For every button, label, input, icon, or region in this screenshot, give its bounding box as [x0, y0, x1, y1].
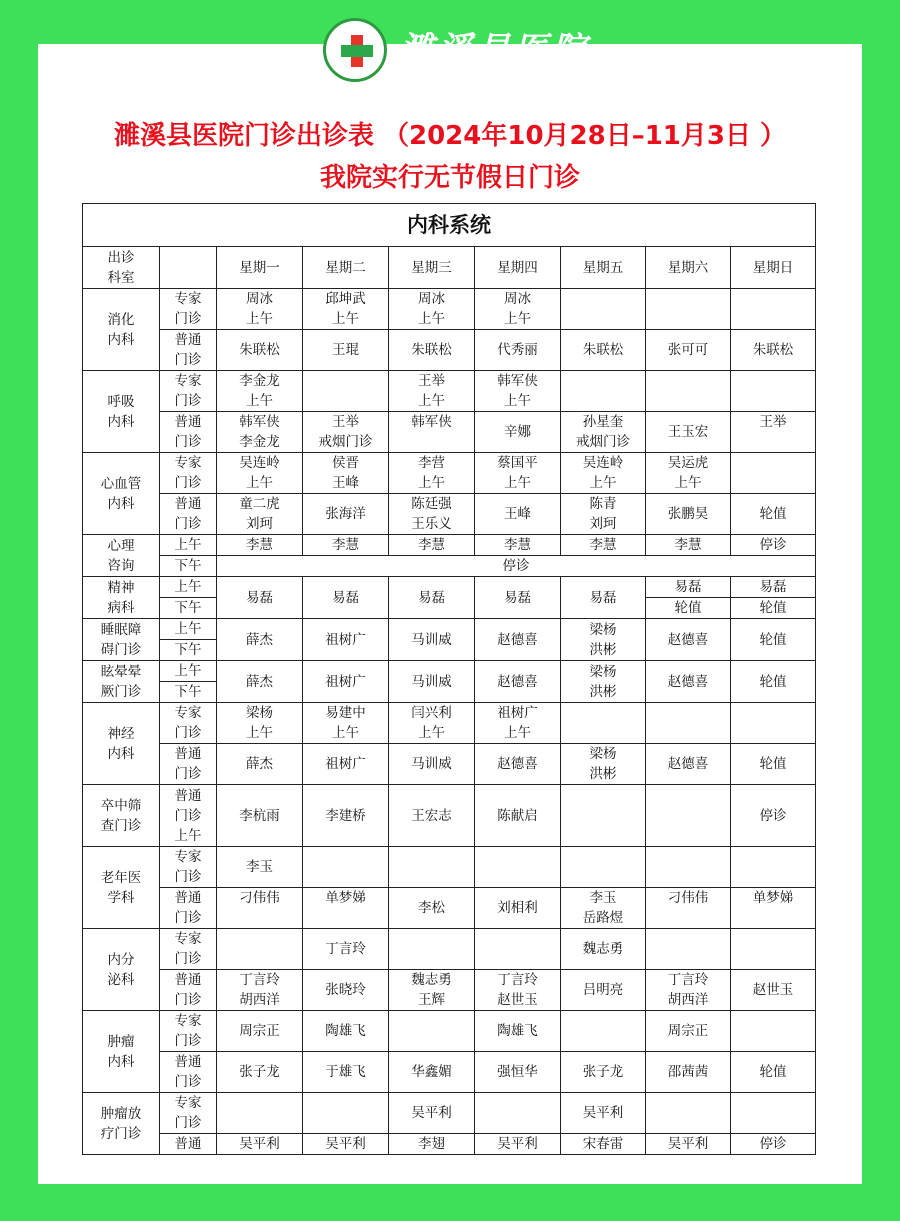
schedule-cell: 易磊: [389, 577, 475, 619]
schedule-cell: 单梦娣: [731, 888, 816, 929]
schedule-cell: 李金龙 上午: [217, 371, 303, 412]
department-cell: 消化 内科: [83, 289, 160, 371]
schedule-cell: 赵德喜: [646, 661, 731, 703]
schedule-cell: 韩军侠 李金龙: [217, 412, 303, 453]
schedule-cell: 专家 门诊: [160, 371, 217, 412]
schedule-cell: 吴平利: [303, 1134, 389, 1155]
schedule-cell: 李建桥: [303, 785, 389, 847]
schedule-cell: 周冰 上午: [475, 289, 561, 330]
schedule-cell: 马训威: [389, 661, 475, 703]
table-row: [83, 703, 816, 744]
schedule-cell: 陈青 刘珂: [561, 494, 646, 535]
schedule-cell: [389, 1011, 475, 1052]
schedule-cell: 祖树广: [303, 661, 389, 703]
schedule-cell: 普通 门诊: [160, 744, 217, 785]
schedule-cell: 韩军侠 上午: [475, 371, 561, 412]
schedule-cell: 易磊: [561, 577, 646, 619]
schedule-cell: 专家 门诊: [160, 1011, 217, 1052]
schedule-cell: 孙星奎 戒烟门诊: [561, 412, 646, 453]
schedule-cell: 上午: [160, 577, 217, 598]
schedule-cell: [731, 1093, 816, 1134]
schedule-cell: 马训威: [389, 744, 475, 785]
schedule-cell: 张子龙: [217, 1052, 303, 1093]
table-row: [83, 330, 816, 371]
schedule-cell: [303, 847, 389, 888]
schedule-cell: 刁伟伟: [646, 888, 731, 929]
schedule-cell: 轮值: [731, 661, 816, 703]
weekday-header: 星期三: [389, 247, 475, 289]
page-title: 濉溪县医院门诊出诊表 （2024年10月28日–11月3日 ）: [113, 121, 787, 151]
schedule-cell: 王举 上午: [389, 371, 475, 412]
table-row: [83, 1011, 816, 1052]
schedule-cell: 赵德喜: [475, 661, 561, 703]
schedule-cell: 陶雄飞: [475, 1011, 561, 1052]
schedule-cell: 梁杨 洪彬: [561, 744, 646, 785]
schedule-cell: 吴连岭 上午: [561, 453, 646, 494]
schedule-cell: 闫兴利 上午: [389, 703, 475, 744]
schedule-cell: 上午: [160, 619, 217, 640]
schedule-cell: 邵茜茜: [646, 1052, 731, 1093]
schedule-cell: 下午: [160, 598, 217, 619]
schedule-cell: [475, 929, 561, 970]
schedule-cell: 普通 门诊: [160, 412, 217, 453]
table-row: [83, 661, 816, 682]
schedule-cell: 单梦娣: [303, 888, 389, 929]
schedule-cell: 刘相利: [475, 888, 561, 929]
schedule-cell: 童二虎 刘珂: [217, 494, 303, 535]
schedule-cell: [646, 371, 731, 412]
schedule-cell: 强恒华: [475, 1052, 561, 1093]
department-cell: 精神 病科: [83, 577, 160, 619]
schedule-cell: 梁杨 上午: [217, 703, 303, 744]
schedule-cell: [731, 703, 816, 744]
schedule-cell: 易磊: [731, 577, 816, 598]
schedule-cell: 下午: [160, 682, 217, 703]
schedule-cell: 轮值: [731, 598, 816, 619]
schedule-cell: 专家 门诊: [160, 1093, 217, 1134]
schedule-cell: [646, 847, 731, 888]
schedule-cell: 吴平利: [561, 1093, 646, 1134]
schedule-cell: 李玉 岳路煜: [561, 888, 646, 929]
schedule-cell: 薛杰: [217, 744, 303, 785]
schedule-cell: 张海洋: [303, 494, 389, 535]
schedule-cell: 李慧: [217, 535, 303, 556]
schedule-cell: 周宗正: [646, 1011, 731, 1052]
schedule-cell: [561, 847, 646, 888]
table-row: [83, 1134, 816, 1155]
table-row: [83, 888, 816, 929]
schedule-cell: [561, 785, 646, 847]
schedule-cell: 吴平利: [646, 1134, 731, 1155]
table-row: [83, 577, 816, 598]
schedule-cell: 轮值: [731, 619, 816, 661]
schedule-cell: 赵德喜: [646, 619, 731, 661]
schedule-cell: 普通 门诊: [160, 888, 217, 929]
department-cell: 肿瘤放 疗门诊: [83, 1093, 160, 1155]
department-cell: 老年医 学科: [83, 847, 160, 929]
schedule-cell: 丁言玲 赵世玉: [475, 970, 561, 1011]
schedule-cell: [731, 453, 816, 494]
weekday-header: 星期四: [475, 247, 561, 289]
schedule-cell: 王举 戒烟门诊: [303, 412, 389, 453]
schedule-cell: 陈廷强 王乐义: [389, 494, 475, 535]
hospital-name-en: The Hospital of Suixi County: [400, 66, 591, 82]
schedule-cell: 薛杰: [217, 619, 303, 661]
table-row: [83, 371, 816, 412]
table-row: [83, 556, 816, 577]
schedule-cell: 赵德喜: [475, 744, 561, 785]
schedule-cell: 王琨: [303, 330, 389, 371]
table-row: [83, 412, 816, 453]
schedule-cell: 李翅: [389, 1134, 475, 1155]
table-row: [83, 785, 816, 847]
schedule-cell: 吴连岭 上午: [217, 453, 303, 494]
schedule-cell: 刁伟伟: [217, 888, 303, 929]
schedule-cell: 于雄飞: [303, 1052, 389, 1093]
schedule-cell: 停诊: [731, 1134, 816, 1155]
schedule-cell: 普通 门诊: [160, 330, 217, 371]
table-row: [83, 1093, 816, 1134]
table-row: [83, 619, 816, 640]
schedule-cell: 李营 上午: [389, 453, 475, 494]
schedule-cell: [303, 1093, 389, 1134]
schedule-cell: 邱坤武 上午: [303, 289, 389, 330]
schedule-cell: 普通 门诊: [160, 970, 217, 1011]
schedule-cell: [731, 929, 816, 970]
schedule-cell: 专家 门诊: [160, 929, 217, 970]
schedule-cell: 上午: [160, 535, 217, 556]
schedule-cell: 代秀丽: [475, 330, 561, 371]
schedule-cell: 李松: [389, 888, 475, 929]
schedule-cell: 王举: [731, 412, 816, 453]
schedule-cell: [731, 847, 816, 888]
table-row: [83, 453, 816, 494]
section-title: 内科系统: [83, 204, 816, 247]
schedule-cell: [646, 1093, 731, 1134]
schedule-cell: 普通 门诊 上午: [160, 785, 217, 847]
schedule-cell: 祖树广 上午: [475, 703, 561, 744]
schedule-cell: 朱联松: [561, 330, 646, 371]
schedule-cell: 吴平利: [475, 1134, 561, 1155]
schedule-cell: 轮值: [731, 744, 816, 785]
table-row: [83, 535, 816, 556]
schedule-cell: 华鑫媚: [389, 1052, 475, 1093]
department-cell: 心血管 内科: [83, 453, 160, 535]
weekday-header: 星期日: [731, 247, 816, 289]
department-cell: 眩晕晕 厥门诊: [83, 661, 160, 703]
table-row: [83, 970, 816, 1011]
department-cell: 神经 内科: [83, 703, 160, 785]
schedule-cell: 周宗正: [217, 1011, 303, 1052]
weekday-header: 星期一: [217, 247, 303, 289]
table-row: [83, 929, 816, 970]
schedule-cell: 赵德喜: [475, 619, 561, 661]
schedule-cell: [217, 929, 303, 970]
schedule-cell: 朱联松: [217, 330, 303, 371]
schedule-cell: 丁言玲 胡西洋: [217, 970, 303, 1011]
department-cell: 睡眠障 碍门诊: [83, 619, 160, 661]
schedule-cell: 张子龙: [561, 1052, 646, 1093]
schedule-cell: 赵世玉: [731, 970, 816, 1011]
schedule-cell: 上午: [160, 661, 217, 682]
schedule-cell: 梁杨 洪彬: [561, 619, 646, 661]
schedule-cell: 李玉: [217, 847, 303, 888]
schedule-cell: [646, 703, 731, 744]
schedule-cell: 下午: [160, 556, 217, 577]
schedule-cell: 李慧: [303, 535, 389, 556]
schedule-cell: 易建中 上午: [303, 703, 389, 744]
table-row: [83, 847, 816, 888]
schedule-cell: 宋春雷: [561, 1134, 646, 1155]
schedule-cell: 专家 门诊: [160, 453, 217, 494]
schedule-cell: 周冰 上午: [389, 289, 475, 330]
schedule-cell: 侯晋 王峰: [303, 453, 389, 494]
schedule-cell: 魏志勇: [561, 929, 646, 970]
schedule-cell: 张晓玲: [303, 970, 389, 1011]
schedule-cell: 祖树广: [303, 744, 389, 785]
schedule-cell: 薛杰: [217, 661, 303, 703]
schedule-cell: 停诊: [731, 785, 816, 847]
dept-column-header: 出诊 科室: [83, 247, 160, 289]
schedule-cell: 停诊: [731, 535, 816, 556]
schedule-cell: 李慧: [389, 535, 475, 556]
schedule-cell: 普通: [160, 1134, 217, 1155]
schedule-cell: 丁言玲 胡西洋: [646, 970, 731, 1011]
department-cell: 肿瘤 内科: [83, 1011, 160, 1093]
schedule-cell: [731, 1011, 816, 1052]
schedule-cell: [561, 289, 646, 330]
schedule-cell: 轮值: [731, 494, 816, 535]
schedule-cell: 停诊: [217, 556, 816, 577]
table-row: [83, 1052, 816, 1093]
schedule-cell: 祖树广: [303, 619, 389, 661]
schedule-cell: 王宏志: [389, 785, 475, 847]
hospital-name-cn: 濉溪县医院: [400, 30, 590, 70]
schedule-cell: 周冰 上午: [217, 289, 303, 330]
schedule-cell: 韩军侠: [389, 412, 475, 453]
schedule-cell: 蔡国平 上午: [475, 453, 561, 494]
schedule-cell: 吴平利: [389, 1093, 475, 1134]
schedule-cell: 专家 门诊: [160, 703, 217, 744]
schedule-cell: [389, 847, 475, 888]
table-row: [83, 289, 816, 330]
schedule-cell: 专家 门诊: [160, 289, 217, 330]
schedule-cell: 卒中筛 查门诊: [83, 785, 160, 847]
type-column-header: [160, 247, 217, 289]
schedule-cell: [217, 1093, 303, 1134]
schedule-cell: 李慧: [646, 535, 731, 556]
department-cell: 心理 咨询: [83, 535, 160, 577]
schedule-cell: [389, 929, 475, 970]
schedule-cell: 魏志勇 王辉: [389, 970, 475, 1011]
schedule-cell: [475, 1093, 561, 1134]
schedule-cell: 李杭雨: [217, 785, 303, 847]
schedule-cell: [561, 371, 646, 412]
schedule-cell: 易磊: [217, 577, 303, 619]
schedule-cell: 下午: [160, 640, 217, 661]
schedule-cell: 普通 门诊: [160, 494, 217, 535]
schedule-cell: [731, 289, 816, 330]
schedule-cell: [303, 371, 389, 412]
schedule-cell: 李慧: [475, 535, 561, 556]
department-cell: 呼吸 内科: [83, 371, 160, 453]
schedule-cell: 普通 门诊: [160, 1052, 217, 1093]
schedule-cell: 陶雄飞: [303, 1011, 389, 1052]
schedule-cell: [475, 847, 561, 888]
weekday-header: 星期五: [561, 247, 646, 289]
schedule-cell: 朱联松: [389, 330, 475, 371]
schedule-cell: 朱联松: [731, 330, 816, 371]
schedule-cell: 吴平利: [217, 1134, 303, 1155]
weekday-header: 星期二: [303, 247, 389, 289]
schedule-cell: 易磊: [646, 577, 731, 598]
hospital-logo-icon: [323, 18, 387, 82]
schedule-cell: 易磊: [475, 577, 561, 619]
schedule-cell: 王峰: [475, 494, 561, 535]
schedule-cell: [731, 371, 816, 412]
table-row: [83, 744, 816, 785]
schedule-cell: 陈献启: [475, 785, 561, 847]
schedule-cell: [646, 929, 731, 970]
schedule-table: [82, 203, 816, 1155]
schedule-cell: 赵德喜: [646, 744, 731, 785]
weekday-header: 星期六: [646, 247, 731, 289]
schedule-cell: [561, 703, 646, 744]
schedule-cell: 吕明亮: [561, 970, 646, 1011]
table-row: [83, 494, 816, 535]
table-header-row: [83, 247, 816, 289]
schedule-cell: 吴运虎 上午: [646, 453, 731, 494]
schedule-cell: 张鹏昊: [646, 494, 731, 535]
schedule-cell: 马训威: [389, 619, 475, 661]
page-subtitle: 我院实行无节假日门诊: [319, 163, 580, 193]
schedule-cell: 王玉宏: [646, 412, 731, 453]
department-cell: 内分 泌科: [83, 929, 160, 1011]
schedule-cell: [646, 785, 731, 847]
schedule-cell: 张可可: [646, 330, 731, 371]
schedule-cell: [561, 1011, 646, 1052]
schedule-cell: 易磊: [303, 577, 389, 619]
schedule-cell: [646, 289, 731, 330]
schedule-cell: 轮值: [646, 598, 731, 619]
schedule-cell: 辛娜: [475, 412, 561, 453]
schedule-cell: 专家 门诊: [160, 847, 217, 888]
schedule-cell: 丁言玲: [303, 929, 389, 970]
schedule-cell: 轮值: [731, 1052, 816, 1093]
schedule-cell: 李慧: [561, 535, 646, 556]
schedule-cell: 梁杨 洪彬: [561, 661, 646, 703]
